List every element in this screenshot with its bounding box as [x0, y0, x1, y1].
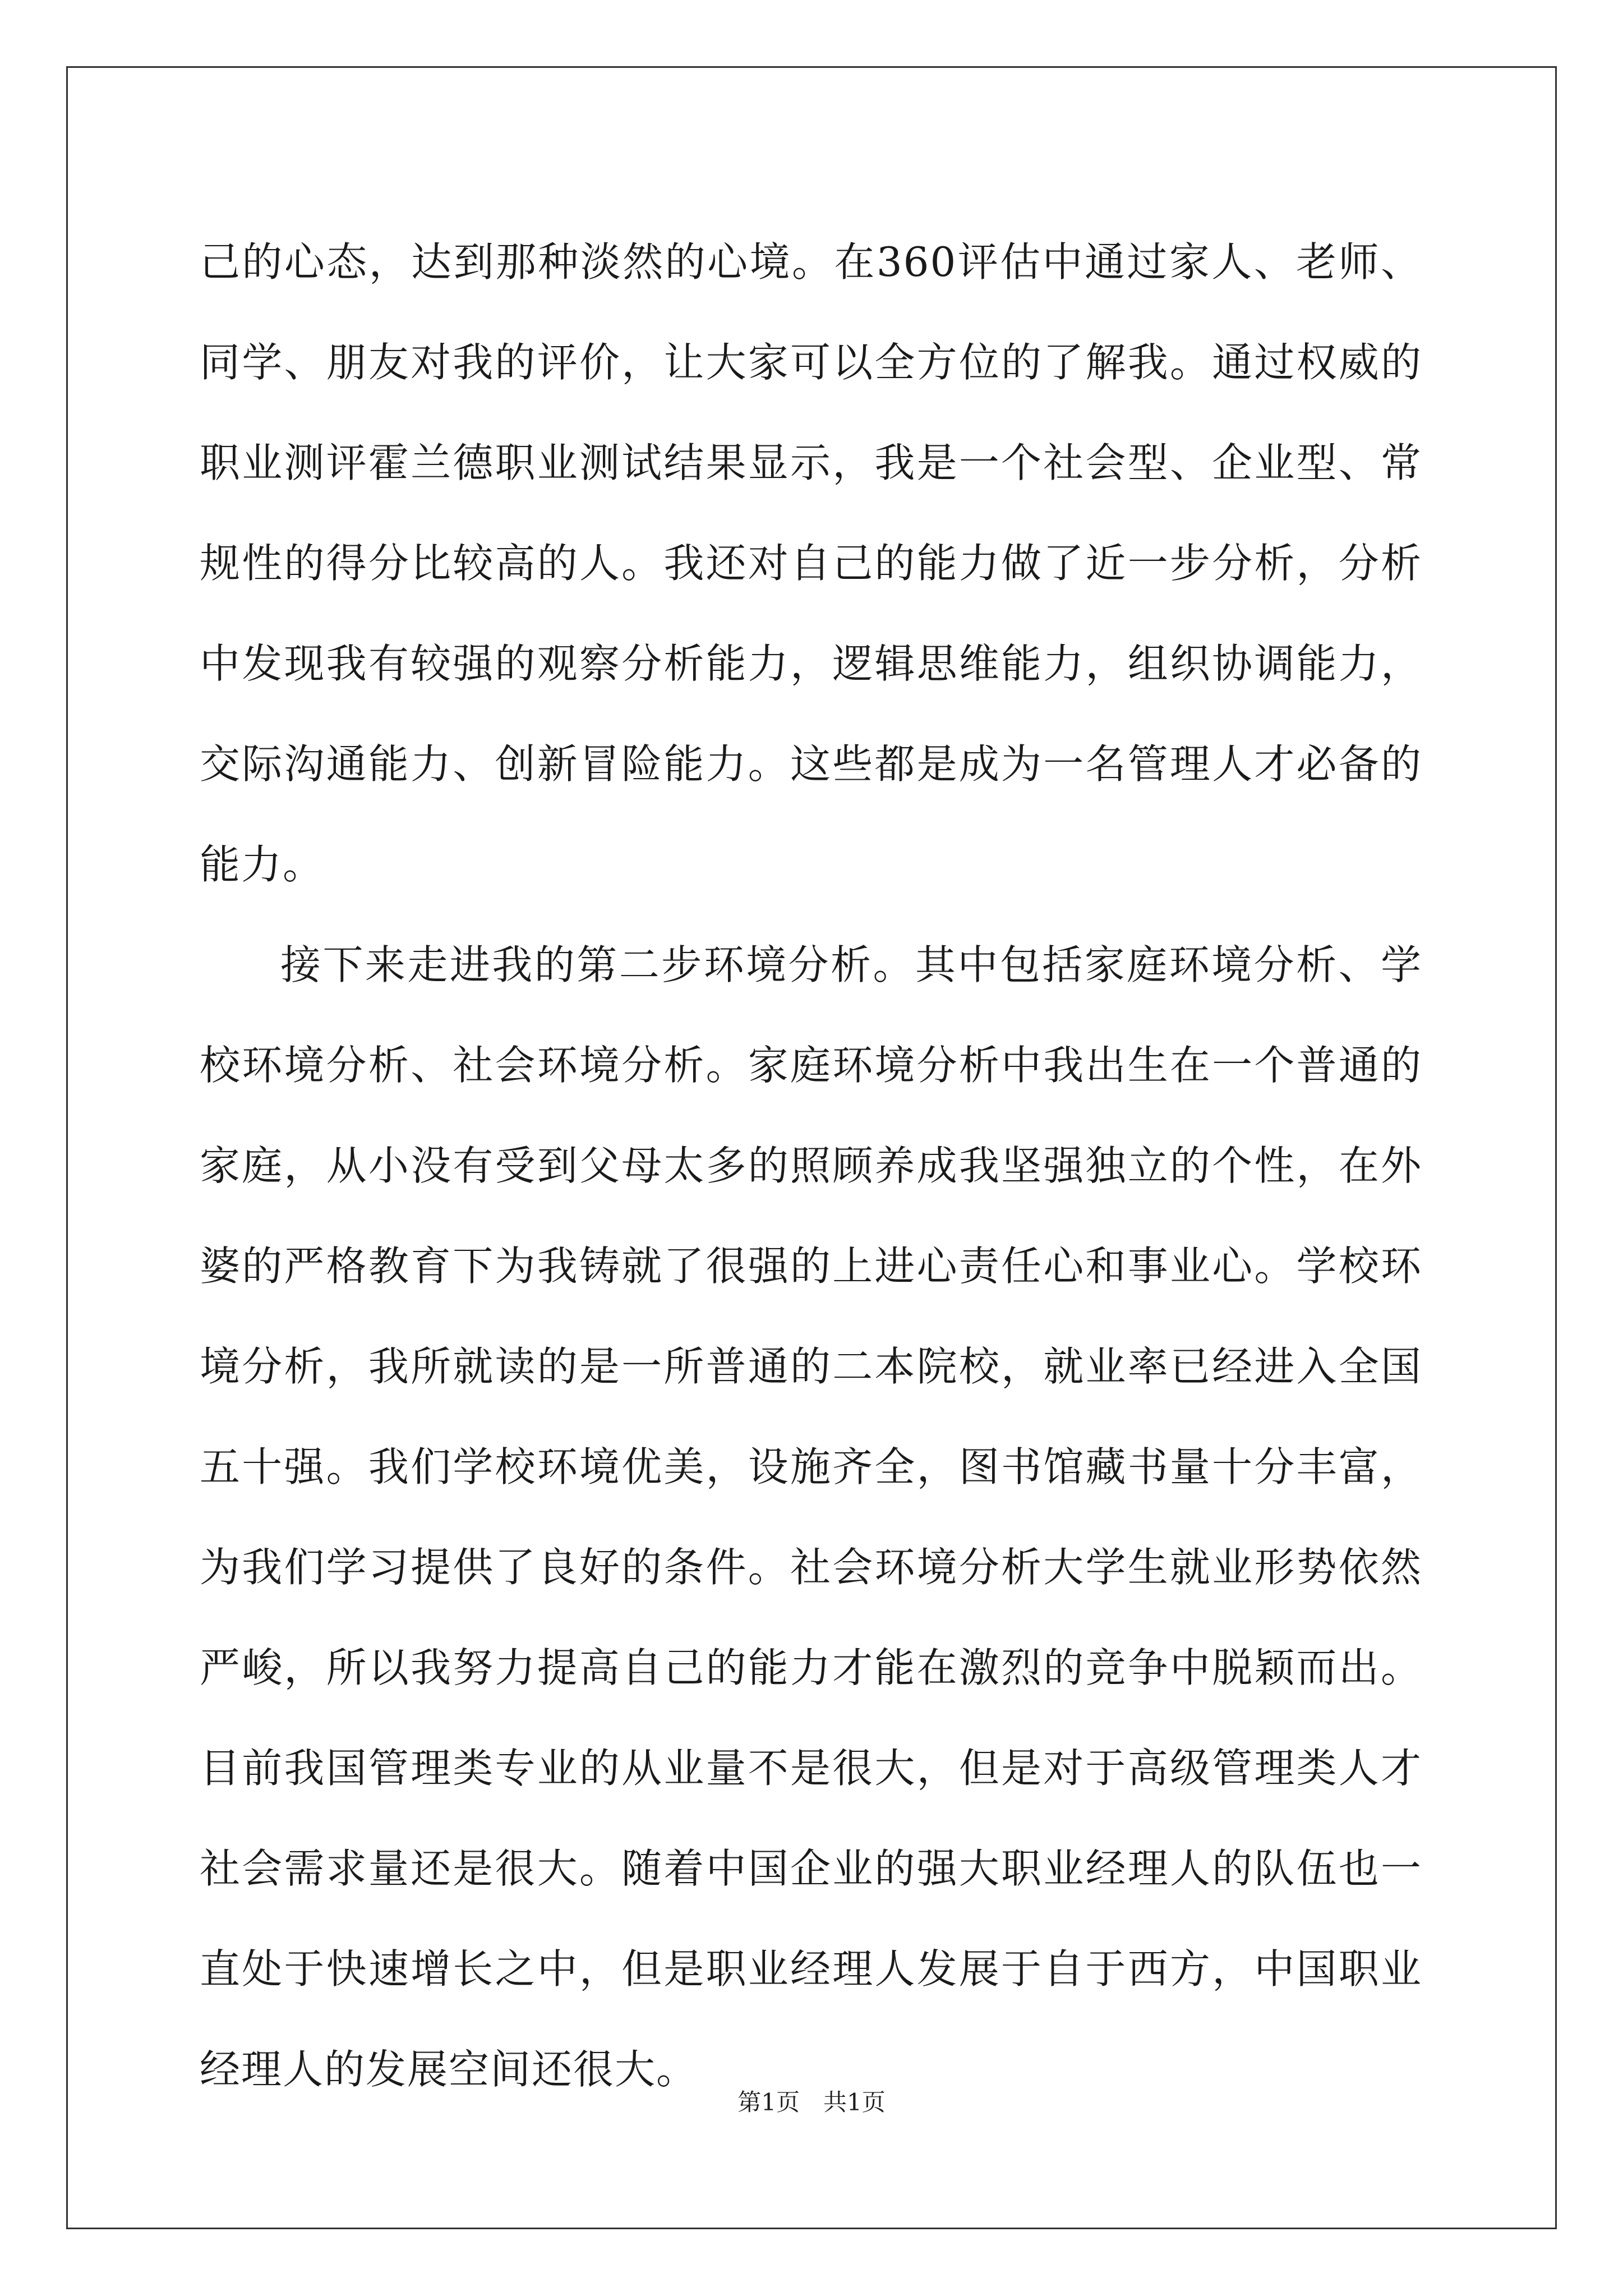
body-paragraph: 己的心态，达到那种淡然的心境。在360评估中通过家人、老师、同学、朋友对我的评价，让大家可以全方位的了解我。通过权威的职业测评霍兰德职业测试结果显示，我是一个社会型、企业型、常规性的得分比较高的人。我还对自己的能力做了近一步分析，分析中发现我有较强的观察分析能力，逻辑思维能力，组织协调能力，交际沟通能力、创新冒险能力。这些都是成为一名管理人才必备的能力。	[200, 238, 1422, 888]
page-number: 第1页	[737, 2088, 800, 2116]
page-footer	[0, 2086, 1623, 2119]
body-paragraph: 接下来走进我的第二步环境分析。其中包括家庭环境分析、学校环境分析、社会环境分析。家庭环境分析中我出生在一个普通的家庭，从小没有受到父母太多的照顾养成我坚强独立的个性，在外婆的严格教育下为我铸就了很强的上进心责任心和事业心。学校环境分析，我所就读的是一所普通的二本院校，就业率已经进入全国五十强。我们学校环境优美，设施齐全，图书馆藏书量十分丰富，为我们学习提供了良好的条件。社会环境分析大学生就业形势依然严峻，所以我努力提高自己的能力才能在激烈的竞争中脱颖而出。目前我国管理类专业的从业量不是很大，但是对于高级管理类人才社会需求量还是很大。随着中国企业的强大职业经理人的队伍也一直处于快速增长之中，但是职业经理人发展于自于西方，中国职业经理人的发展空间还很大。	[200, 941, 1422, 2093]
document-body	[200, 212, 1422, 2120]
page-total: 共1页	[823, 2088, 886, 2116]
